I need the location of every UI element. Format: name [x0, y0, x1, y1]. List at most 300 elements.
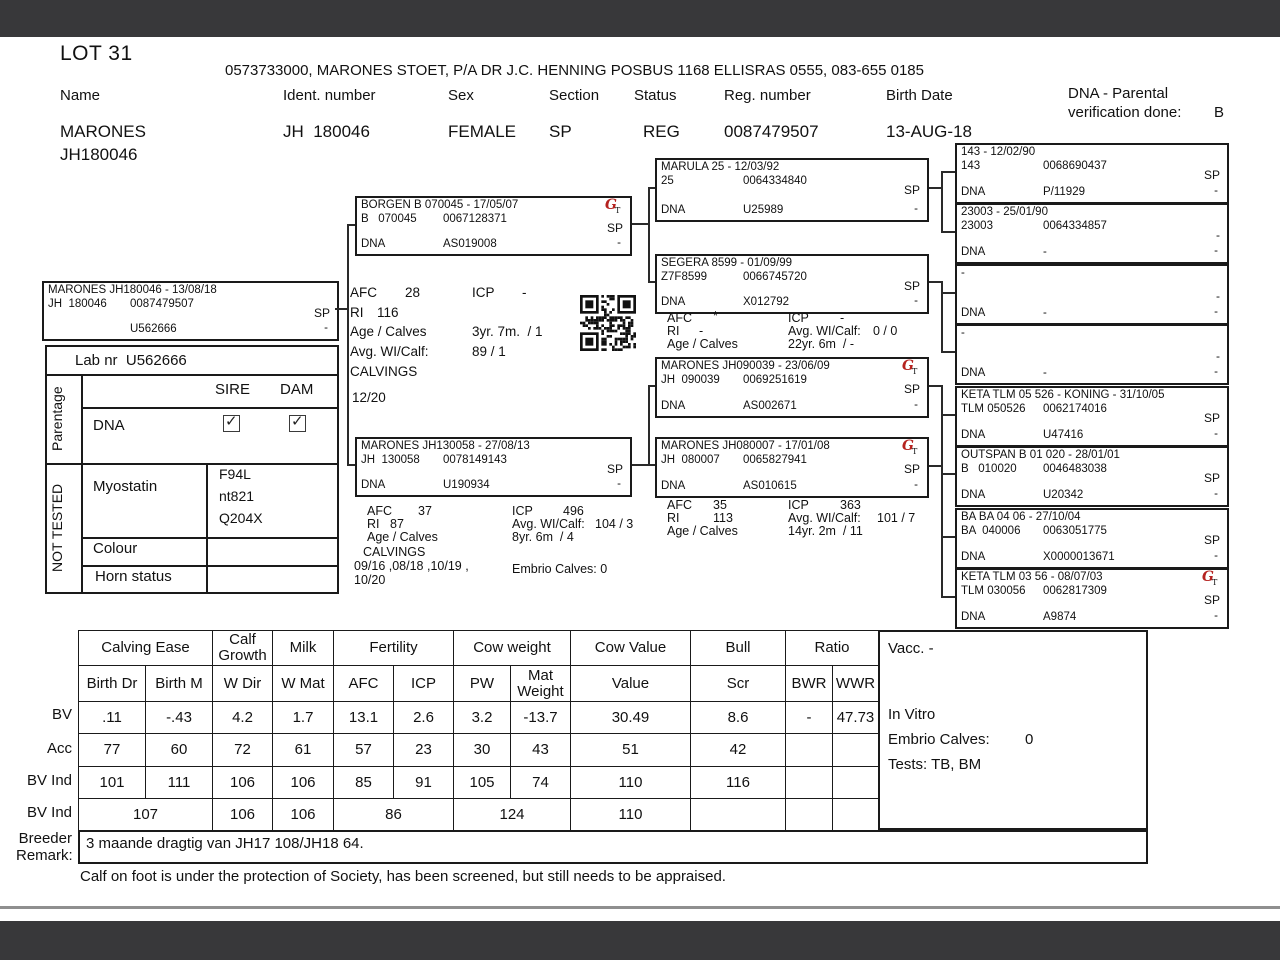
pedigree-title: - — [961, 267, 965, 279]
viewer-top-bar — [0, 0, 1280, 37]
column-header: W Dir — [213, 666, 273, 702]
dna-number: AS002671 — [743, 400, 797, 412]
pedigree-regno: 0064334840 — [743, 175, 807, 187]
breeder-remark-box — [78, 830, 1148, 864]
calvings-label: CALVINGS — [363, 545, 426, 559]
row-label-bv-ind-1: BV Ind — [26, 772, 72, 789]
reg-number-label: Reg. number — [724, 87, 811, 104]
dna-label: DNA — [961, 429, 986, 441]
acc-row — [79, 734, 879, 767]
column-header: Value — [571, 666, 691, 702]
sp-flag: SP — [1203, 533, 1220, 547]
divider — [47, 374, 337, 376]
gt-logo-icon: G T — [902, 438, 918, 456]
column-header: WWR — [833, 666, 879, 702]
sp-flag: - — [1216, 349, 1220, 363]
sp-flag: SP — [903, 382, 920, 396]
embrio-calves-value: Embrio Calves: 0 — [512, 562, 608, 576]
parentage-section-label: Parentage — [49, 386, 65, 452]
dna-number: P/11929 — [1043, 186, 1085, 198]
dna-number: U190934 — [443, 479, 490, 491]
colour-label: Colour — [93, 540, 138, 557]
dna-number: - — [1043, 307, 1047, 319]
sp-flag: SP — [1203, 411, 1220, 425]
ri-label: RI — [350, 305, 364, 320]
group-header: Calving Ease — [79, 631, 213, 666]
dna-number: U47416 — [1043, 429, 1084, 441]
cell: 72 — [213, 734, 273, 767]
pedigree-title: BA BA 04 06 - 27/10/04 — [961, 511, 1081, 523]
icp-value: - — [522, 285, 527, 300]
dna-number: - — [1043, 246, 1047, 258]
avg-wi-calf-value: 0 / 0 — [873, 324, 898, 338]
cell: 13.1 — [334, 702, 394, 734]
divider — [81, 407, 337, 409]
pedigree-id: 25 — [661, 175, 674, 187]
cell: 42 — [691, 734, 786, 767]
pedigree-regno: 0069251619 — [743, 374, 807, 386]
divider — [81, 565, 337, 567]
dash: - — [1214, 610, 1218, 622]
dash: - — [1214, 550, 1218, 562]
icp-value: - — [840, 311, 845, 325]
avg-wi-calf-value: 101 / 7 — [877, 511, 916, 525]
icp-value: 496 — [563, 504, 584, 518]
pedigree-title: KETA TLM 03 56 - 08/07/03 — [961, 571, 1103, 583]
status-label: Status — [634, 87, 677, 104]
afc-value: 35 — [713, 498, 727, 512]
footer-note: Calf on foot is under the protection of Society, has been screened, but still needs to be appraised. — [80, 868, 726, 885]
jh080007-repro-stats — [655, 497, 935, 541]
dna-number: X0000013671 — [1043, 551, 1115, 563]
cell: 106 — [273, 799, 334, 831]
pedigree-id: JH 080007 — [661, 454, 720, 466]
embrio-calves-value: 0 — [1025, 731, 1034, 748]
sp-flag: SP — [903, 279, 920, 293]
name-value-line2: JH180046 — [60, 145, 138, 164]
pedigree-box-animal — [42, 281, 339, 341]
birth-date-value: 13-AUG-18 — [886, 122, 972, 141]
cell: 91 — [394, 767, 454, 799]
cell: 61 — [273, 734, 334, 767]
cell: 51 — [571, 734, 691, 767]
divider — [47, 463, 337, 465]
dna-label: DNA — [361, 238, 386, 250]
breeder-remark-text: 3 maande dragtig van JH17 108/JH18 64. — [86, 835, 364, 852]
pedigree-regno: 0062174016 — [1043, 403, 1107, 415]
dna-row-label: DNA — [93, 417, 125, 434]
dna-label: DNA — [361, 479, 386, 491]
pedigree-title: KETA TLM 05 526 - KONING - 31/10/05 — [961, 389, 1165, 401]
dna-label: DNA — [961, 611, 986, 623]
reg-number-value: 0087479507 — [724, 122, 819, 141]
pedigree-box-jh080007 — [655, 437, 929, 498]
pedigree-regno: 0046483038 — [1043, 463, 1107, 475]
pedigree-id: B 070045 — [361, 213, 417, 225]
cell — [691, 799, 786, 831]
pedigree-title: MARONES JH080007 - 17/01/08 — [661, 440, 830, 452]
sp-flag: SP — [1203, 168, 1220, 182]
column-header: W Mat — [273, 666, 334, 702]
segera-repro-stats — [655, 309, 935, 353]
cell: 106 — [213, 767, 273, 799]
cell: 8.6 — [691, 702, 786, 734]
dna-number: A9874 — [1043, 611, 1077, 623]
cell: 86 — [334, 799, 454, 831]
pedigree-title: MARONES JH090039 - 23/06/09 — [661, 360, 830, 372]
calvings-label: CALVINGS — [350, 364, 418, 379]
cell: .11 — [79, 702, 146, 734]
pedigree-title: OUTSPAN B 01 020 - 28/01/01 — [961, 449, 1120, 461]
sp-flag: SP — [903, 183, 920, 197]
cell: 43 — [511, 734, 571, 767]
cell: 107 — [79, 799, 213, 831]
cell: 2.6 — [394, 702, 454, 734]
pedigree-regno: 0062817309 — [1043, 585, 1107, 597]
cell: 77 — [79, 734, 146, 767]
pedigree-title: - — [961, 327, 965, 339]
column-header: Birth M — [146, 666, 213, 702]
dash: - — [617, 237, 621, 249]
age-calves-label: Age / Calves — [350, 324, 427, 339]
row-label-acc: Acc — [46, 740, 72, 757]
cell: 3.2 — [454, 702, 511, 734]
avg-wi-calf-label: Avg. WI/Calf: — [788, 511, 861, 525]
dna-label: DNA — [961, 367, 986, 379]
bv-row — [79, 702, 879, 734]
cell: - — [786, 702, 833, 734]
dam-column-header: DAM — [280, 381, 314, 398]
afc-value: 28 — [405, 285, 421, 300]
dna-label: DNA — [961, 246, 986, 258]
group-header-row — [79, 631, 879, 666]
column-header: ICP — [394, 666, 454, 702]
age-calves-value: 22yr. 6m / - — [788, 337, 854, 351]
pedigree-box-ba-ba — [955, 508, 1229, 569]
bv-ind-row — [79, 767, 879, 799]
age-calves-label: Age / Calves — [367, 530, 438, 544]
tests-value: Tests: TB, BM — [888, 756, 982, 773]
sire-column-header: SIRE — [215, 381, 251, 398]
cell: 111 — [146, 767, 213, 799]
dash: - — [914, 203, 918, 215]
cell: 60 — [146, 734, 213, 767]
bv-ind-grouped-row — [79, 799, 879, 831]
column-header: BWR — [786, 666, 833, 702]
sp-flag: - — [1216, 289, 1220, 303]
sp-flag: - — [1216, 228, 1220, 242]
breeding-values-table — [78, 630, 879, 831]
cell — [833, 734, 879, 767]
dna-label: DNA — [961, 307, 986, 319]
pedigree-regno: 0065827941 — [743, 454, 807, 466]
group-header: Fertility — [334, 631, 454, 666]
lab-number: Lab nr U562666 — [75, 352, 187, 369]
pedigree-box-dam — [355, 437, 632, 497]
ri-label: RI — [367, 517, 380, 531]
cell: -.43 — [146, 702, 213, 734]
dna-label: DNA — [961, 551, 986, 563]
afc-value: 37 — [418, 504, 432, 518]
calvings-value: 09/16 ,08/18 ,10/19 , — [354, 559, 469, 573]
ri-label: RI — [667, 511, 680, 525]
pedigree-title: SEGERA 8599 - 01/09/99 — [661, 257, 793, 269]
dna-label: DNA — [661, 204, 686, 216]
avg-wi-calf-value: 89 / 1 — [472, 344, 506, 359]
column-header: Mat Weight — [511, 666, 571, 702]
cell: 57 — [334, 734, 394, 767]
ri-label: RI — [667, 324, 680, 338]
sire-dna-checkbox-checked-icon: ✓ — [223, 415, 240, 432]
cell: -13.7 — [511, 702, 571, 734]
column-header: PW — [454, 666, 511, 702]
cell — [833, 799, 879, 831]
pedigree-id: B 010020 — [961, 463, 1017, 475]
birth-date-label: Birth Date — [886, 87, 953, 104]
row-label-bv: BV — [51, 706, 72, 723]
age-calves-label: Age / Calves — [667, 337, 738, 351]
pedigree-box-segera — [655, 254, 929, 314]
lab-tests-box — [45, 345, 339, 594]
dna-number: U25989 — [743, 204, 784, 216]
cell: 23 — [394, 734, 454, 767]
cell: 47.73 — [833, 702, 879, 734]
group-header: Cow Value — [571, 631, 691, 666]
age-calves-value: 14yr. 2m / 11 — [788, 524, 863, 538]
animal-box-sp: SP — [313, 306, 330, 320]
dna-label: DNA — [661, 296, 686, 308]
divider — [81, 537, 337, 539]
cell: 85 — [334, 767, 394, 799]
dash: - — [1214, 306, 1218, 318]
dash: - — [914, 479, 918, 491]
afc-label: AFC — [350, 285, 377, 300]
vacc-value: Vacc. - — [888, 640, 934, 657]
dna-number: AS019008 — [443, 238, 497, 250]
dash: - — [1214, 366, 1218, 378]
dna-label: DNA — [661, 400, 686, 412]
gt-logo-icon: G T — [902, 358, 918, 376]
cell — [786, 767, 833, 799]
pedigree-regno: 0064334857 — [1043, 220, 1107, 232]
ident-number-label: Ident. number — [283, 87, 376, 104]
dna-parental-label-1: DNA - Parental — [1068, 85, 1169, 102]
myostatin-label: Myostatin — [93, 478, 158, 495]
pedigree-regno: 0068690437 — [1043, 160, 1107, 172]
cell: 106 — [213, 799, 273, 831]
pedigree-regno: 0067128371 — [443, 213, 507, 225]
pedigree-id: JH 130058 — [361, 454, 420, 466]
sp-flag: SP — [1203, 471, 1220, 485]
ri-value: 116 — [377, 305, 399, 320]
dna-parental-value: B — [1214, 104, 1225, 121]
dna-label: DNA — [961, 186, 986, 198]
pedigree-box-keta-tlm-03 — [955, 568, 1229, 629]
cell: 101 — [79, 767, 146, 799]
pedigree-title: 23003 - 25/01/90 — [961, 206, 1048, 218]
dna-label: DNA — [661, 480, 686, 492]
cell — [786, 799, 833, 831]
pedigree-id: Z7F8599 — [661, 271, 708, 283]
column-header: Scr — [691, 666, 786, 702]
dash: - — [914, 295, 918, 307]
column-header: AFC — [334, 666, 394, 702]
pedigree-box-unknown-2 — [955, 324, 1229, 385]
icp-label: ICP — [472, 285, 495, 300]
pedigree-id: JH 090039 — [661, 374, 720, 386]
pedigree-id: TLM 030056 — [961, 585, 1026, 597]
age-calves-value: 8yr. 6m / 4 — [512, 530, 574, 544]
sex-value: FEMALE — [448, 122, 517, 141]
dash: - — [914, 399, 918, 411]
avg-wi-calf-label: Avg. WI/Calf: — [512, 517, 585, 531]
age-calves-value: 3yr. 7m. / 1 — [472, 324, 543, 339]
dash: - — [617, 478, 621, 490]
cell: 124 — [454, 799, 571, 831]
pedigree-id: 143 — [961, 160, 981, 172]
group-header: Bull — [691, 631, 786, 666]
myostatin-value: nt821 — [219, 488, 255, 504]
icp-label: ICP — [512, 504, 533, 518]
viewer-bottom-bar — [0, 921, 1280, 960]
ri-value: 87 — [390, 517, 404, 531]
pedigree-title: MARONES JH130058 - 27/08/13 — [361, 440, 530, 452]
dna-number: U20342 — [1043, 489, 1084, 501]
column-header-row — [79, 666, 879, 702]
in-vitro-label: In Vitro — [888, 706, 936, 723]
pedigree-box-unknown-1 — [955, 264, 1229, 325]
section-value: SP — [549, 122, 572, 141]
pedigree-title: BORGEN B 070045 - 17/05/07 — [361, 199, 519, 211]
page-edge-line — [0, 906, 1280, 909]
sp-flag: SP — [606, 462, 623, 476]
dam-dna-checkbox-checked-icon: ✓ — [289, 415, 306, 432]
afc-label: AFC — [367, 504, 392, 518]
pedigree-regno: 0063051775 — [1043, 525, 1107, 537]
gt-logo-icon: G T — [1202, 569, 1218, 587]
animal-box-title: MARONES JH180046 - 13/08/18 — [48, 284, 217, 296]
qr-code — [580, 295, 636, 351]
lot-title: LOT 31 — [60, 42, 133, 65]
icp-label: ICP — [788, 498, 809, 512]
name-label: Name — [60, 87, 101, 104]
pedigree-box-143 — [955, 143, 1229, 204]
breeder-remark-label-2: Remark: — [16, 847, 73, 864]
group-header: Milk — [273, 631, 334, 666]
dash: - — [1214, 428, 1218, 440]
afc-label: AFC — [667, 498, 692, 512]
dash: - — [1214, 185, 1218, 197]
avg-wi-calf-value: 104 / 3 — [595, 517, 634, 531]
cell: 110 — [571, 767, 691, 799]
calvings-value: 12/20 — [352, 390, 386, 405]
cell: 110 — [571, 799, 691, 831]
breeder-contact-line: 0573733000, MARONES STOET, P/A DR J.C. HENNING POSBUS 1168 ELLISRAS 0555, 083-655 0185 — [225, 62, 924, 79]
age-calves-label: Age / Calves — [667, 524, 738, 538]
embrio-calves-label: Embrio Calves: — [888, 731, 990, 748]
dash: - — [1214, 488, 1218, 500]
row-label-bv-ind-2: BV Ind — [26, 804, 72, 821]
section-label: Section — [549, 87, 600, 104]
dna-number: AS010615 — [743, 480, 797, 492]
pedigree-regno: 0078149143 — [443, 454, 507, 466]
ri-value: 113 — [713, 511, 733, 525]
status-value: REG — [643, 122, 680, 141]
not-tested-section-label: NOT TESTED — [49, 483, 65, 573]
myostatin-value: F94L — [219, 466, 251, 482]
animal-box-regno: 0087479507 — [130, 298, 194, 310]
pedigree-box-jh090039 — [655, 357, 929, 418]
ident-number-value: JH 180046 — [283, 122, 370, 141]
dna-label: DNA — [961, 489, 986, 501]
cell: 105 — [454, 767, 511, 799]
cell: 30 — [454, 734, 511, 767]
cell — [786, 734, 833, 767]
column-header: Birth Dr — [79, 666, 146, 702]
name-value-line1: MARONES — [60, 122, 146, 141]
animal-box-labno: U562666 — [130, 323, 177, 335]
pedigree-box-sire — [355, 196, 632, 256]
icp-label: ICP — [788, 311, 809, 325]
dna-parental-label-2: verification done: — [1068, 104, 1182, 121]
sp-flag: SP — [903, 462, 920, 476]
pedigree-id: BA 040006 — [961, 525, 1021, 537]
gt-logo-icon: G T — [605, 197, 621, 215]
vaccination-box — [878, 630, 1148, 830]
afc-value: * — [713, 309, 718, 323]
cell: 30.49 — [571, 702, 691, 734]
sp-flag: SP — [1203, 593, 1220, 607]
pedigree-box-marula — [655, 158, 929, 222]
dna-number: - — [1043, 367, 1047, 379]
animal-box-id: JH 180046 — [48, 298, 107, 310]
pedigree-title: MARULA 25 - 12/03/92 — [661, 161, 780, 173]
horn-status-label: Horn status — [95, 568, 172, 585]
ri-value: - — [699, 324, 704, 338]
avg-wi-calf-label: Avg. WI/Calf: — [350, 344, 429, 359]
animal-box-dash: - — [324, 322, 328, 334]
cell — [833, 767, 879, 799]
sp-flag: SP — [606, 221, 623, 235]
dam-repro-stats — [352, 504, 644, 589]
myostatin-value: Q204X — [219, 510, 263, 526]
group-header: Calf Growth — [213, 631, 273, 666]
pedigree-id: 23003 — [961, 220, 993, 232]
avg-wi-calf-label: Avg. WI/Calf: — [788, 324, 861, 338]
breeder-remark-label-1: Breeder — [18, 830, 72, 847]
cell: 116 — [691, 767, 786, 799]
cell: 106 — [273, 767, 334, 799]
cell: 74 — [511, 767, 571, 799]
pedigree-title: 143 - 12/02/90 — [961, 146, 1036, 158]
cell: 4.2 — [213, 702, 273, 734]
dash: - — [1214, 245, 1218, 257]
divider — [206, 463, 208, 592]
pedigree-regno: 0066745720 — [743, 271, 807, 283]
pedigree-box-keta-tlm-05 — [955, 386, 1229, 447]
group-header: Cow weight — [454, 631, 571, 666]
group-header: Ratio — [786, 631, 879, 666]
afc-label: AFC — [667, 311, 692, 325]
pedigree-box-outspan — [955, 446, 1229, 507]
pedigree-box-23003 — [955, 203, 1229, 264]
cell: 1.7 — [273, 702, 334, 734]
pedigree-id: TLM 050526 — [961, 403, 1026, 415]
sex-label: Sex — [448, 87, 474, 104]
dna-number: X012792 — [743, 296, 790, 308]
calvings-value: 10/20 — [354, 573, 386, 587]
icp-value: 363 — [840, 498, 861, 512]
